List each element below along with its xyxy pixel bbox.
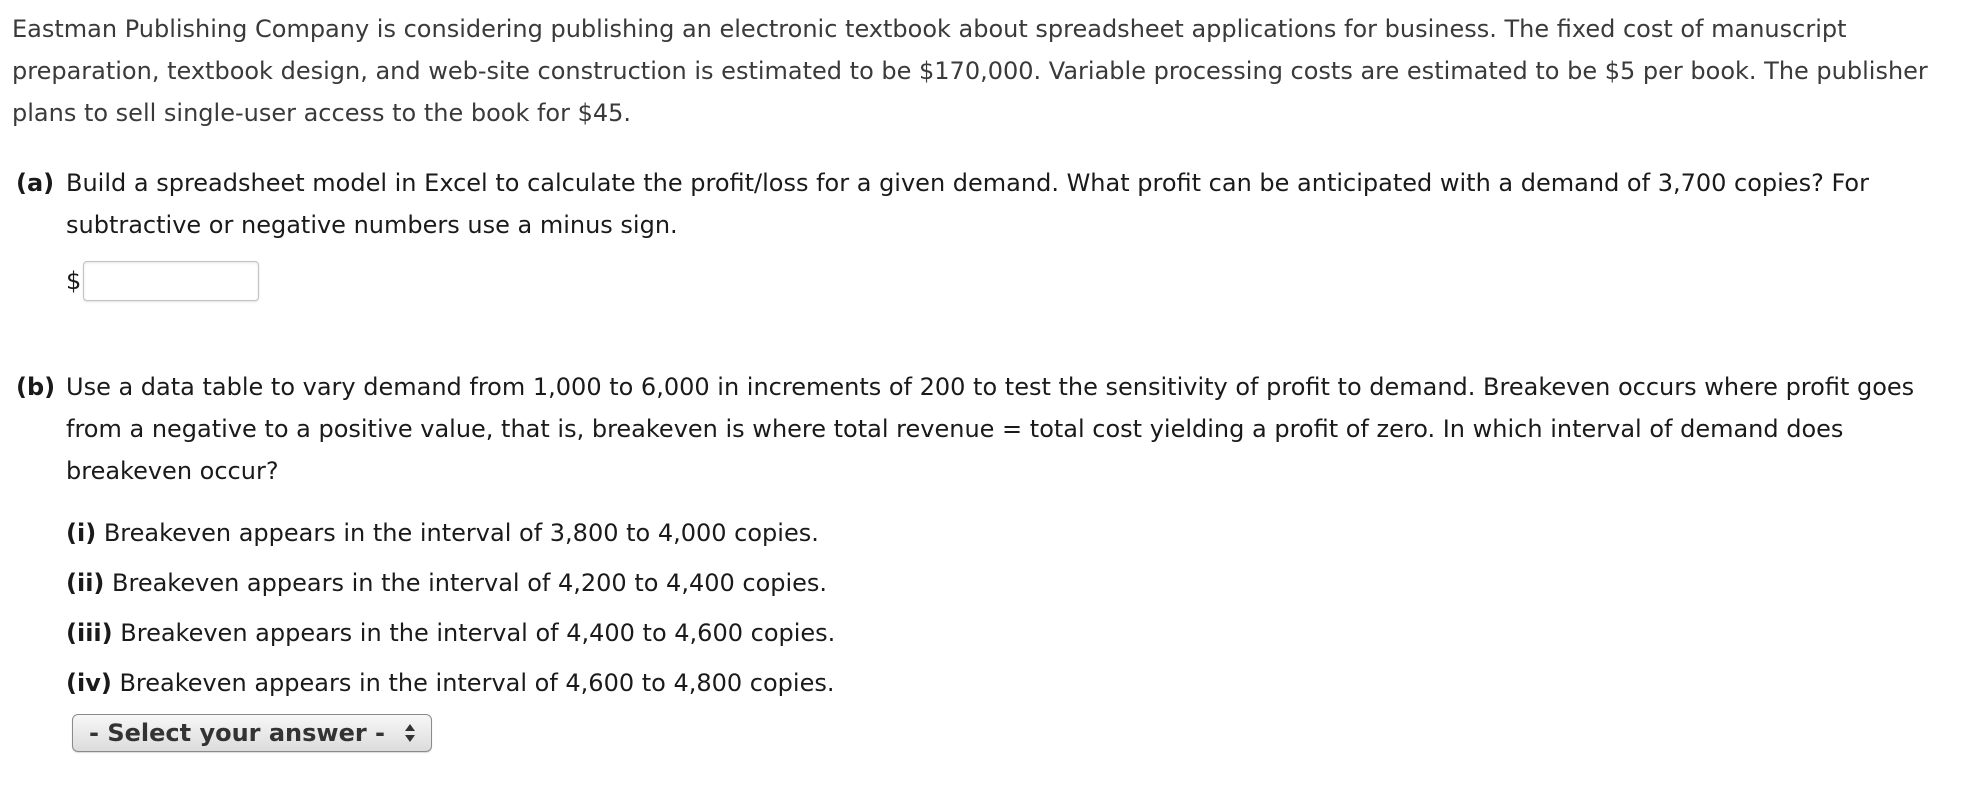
option-label: (iv): [66, 669, 112, 697]
option-iii: [66, 608, 835, 658]
option-label: (iii): [66, 619, 113, 647]
option-ii: [66, 558, 835, 608]
option-label: (ii): [66, 569, 105, 597]
part-a-label: (a): [16, 169, 55, 197]
option-i: [66, 508, 835, 558]
problem-intro: Eastman Publishing Company is considering publishing an electronic textbook about spreadsheet applications for business. The fixed cost of manuscript preparation, textbook design, and web-site construction is estimated to be $170,000. Variable processing costs are estimated to be $5 per book. The publisher plans to sell single-user access to the book for $45.: [12, 15, 1928, 127]
option-text: Breakeven appears in the interval of 4,200 to 4,400 copies.: [112, 569, 828, 597]
part-b: [16, 366, 1952, 492]
option-text: Breakeven appears in the interval of 3,800 to 4,000 copies.: [103, 519, 819, 547]
breakeven-answer-select[interactable]: [72, 714, 432, 752]
profit-answer-input[interactable]: [83, 261, 259, 301]
option-iv: [66, 658, 835, 708]
part-a-answer-row: [66, 258, 259, 304]
part-b-label: (b): [16, 373, 56, 401]
option-label: (i): [66, 519, 97, 547]
part-a-question: Build a spreadsheet model in Excel to calculate the profit/loss for a given demand. What profit can be anticipated with a demand of 3,700 copies? For subtractive or negative numbers use a minus sign.: [66, 169, 1869, 239]
select-placeholder: - Select your answer -: [89, 719, 386, 747]
part-b-question: Use a data table to vary demand from 1,000 to 6,000 in increments of 200 to test the sensitivity of profit to demand. Breakeven occurs where profit goes from a negative to a positive value, that is, breakeven is where total revenue = total cost yielding a profit of zero. In which interval of demand does breakeven occur?: [66, 373, 1915, 485]
part-a: [16, 162, 1952, 246]
option-text: Breakeven appears in the interval of 4,600 to 4,800 copies.: [119, 669, 835, 697]
answer-options-list: [66, 508, 835, 708]
select-updown-arrows-icon: [395, 723, 425, 743]
currency-symbol: $: [66, 267, 82, 295]
option-text: Breakeven appears in the interval of 4,400 to 4,600 copies.: [120, 619, 836, 647]
